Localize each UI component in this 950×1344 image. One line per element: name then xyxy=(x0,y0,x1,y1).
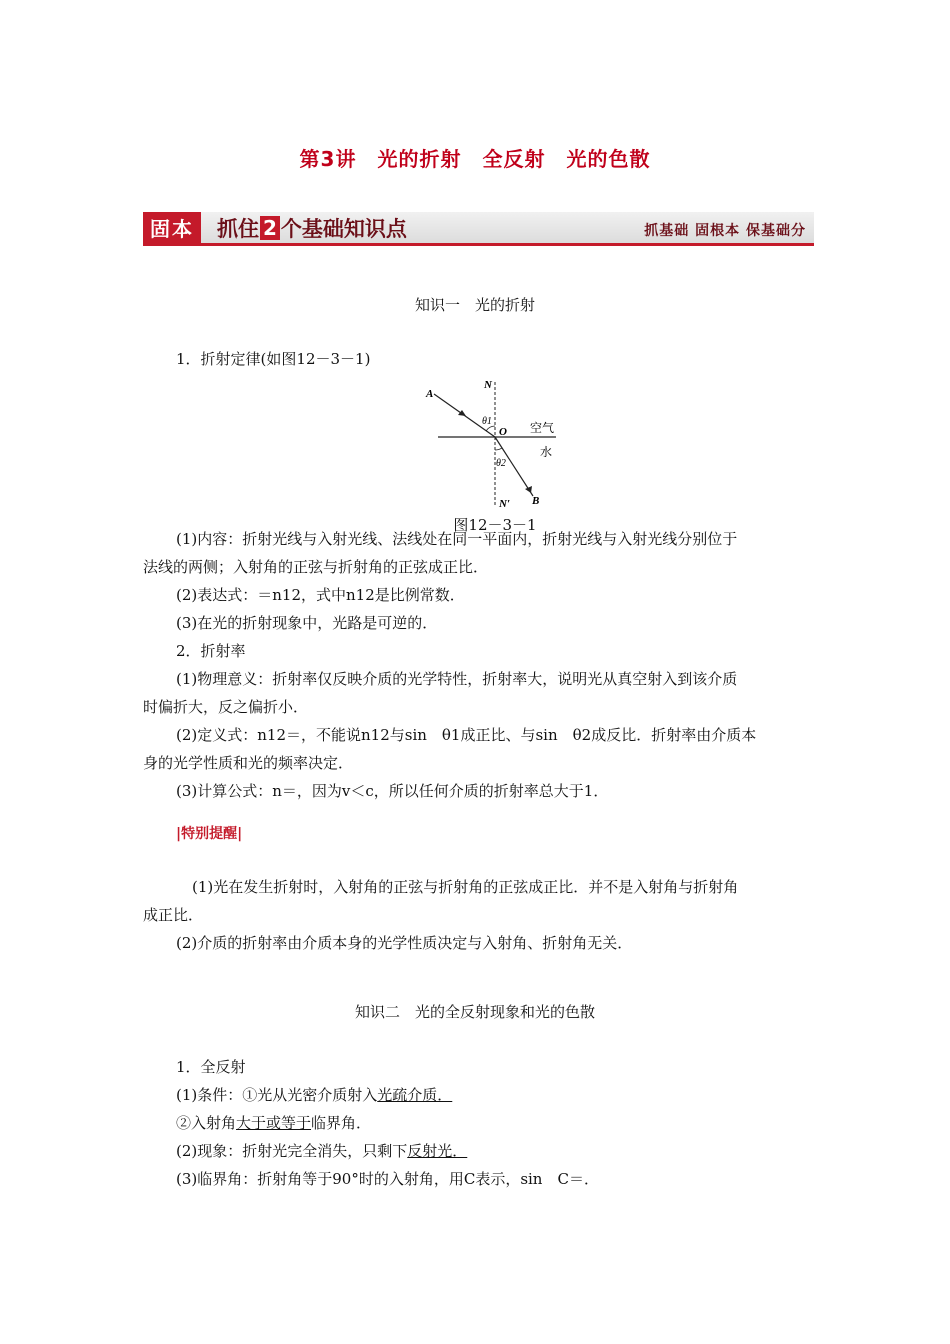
content-p1-line1: (1)内容：折射光线与入射光线、法线处在同一平面内，折射光线与入射光线分别位于 xyxy=(176,530,738,548)
banner-slogan: 抓基础 固根本 保基础分 xyxy=(644,223,806,239)
incident-arrow xyxy=(458,410,466,416)
label-n: N xyxy=(484,379,492,391)
banner-heading-pre: 抓住 xyxy=(217,217,259,241)
banner-heading xyxy=(217,214,407,242)
banner-heading-post: 个基础知识点 xyxy=(280,217,407,241)
condition-2-answer: 大于或等于 xyxy=(236,1114,312,1132)
content-p5-line1: (2)定义式：n12＝，不能说n12与sin θ1成正比、与sin θ2成反比．折射率由介质本 xyxy=(176,726,757,744)
figure-caption: 图12－3－1 xyxy=(453,516,537,534)
reminder-p1-line1: (1)光在发生折射时，入射角的正弦与折射角的正弦成正比．并不是入射角与折射角 xyxy=(192,878,739,896)
banner-heading-number: 2 xyxy=(260,216,280,240)
condition-1-text: (1)条件：①光从光密介质射入 xyxy=(176,1086,378,1104)
refraction-diagram xyxy=(420,374,570,514)
label-water: 水 xyxy=(540,445,553,459)
phenomenon-answer: 反射光． xyxy=(407,1142,468,1160)
section2-heading: 知识二 光的全反射现象和光的色散 xyxy=(354,1003,595,1021)
reminder-label: |特别提醒| xyxy=(176,826,243,842)
content-p6: (3)计算公式：n＝，因为v＜c，所以任何介质的折射率总大于1． xyxy=(176,782,609,800)
reminder-p1-line2: 成正比． xyxy=(143,906,204,924)
condition-2-text: ②入射角 xyxy=(176,1114,237,1132)
page-title: 第3讲 光的折射 全反射 光的色散 xyxy=(299,147,651,171)
content-p4-line2: 时偏折大，反之偏折小． xyxy=(143,698,309,716)
condition-2 xyxy=(176,1112,371,1133)
section-banner xyxy=(143,212,814,246)
refracted-arrow xyxy=(525,486,532,493)
label-a: A xyxy=(426,388,434,400)
item2-title: 2．折射率 xyxy=(176,642,246,660)
reminder-label-text: 特别提醒 xyxy=(181,826,238,842)
condition-2-tail: 临界角． xyxy=(311,1114,372,1132)
banner-tag: 固本 xyxy=(143,212,201,243)
label-o: O xyxy=(499,426,507,438)
critical-angle: (3)临界角：折射角等于90°时的入射角，用C表示，sin C＝． xyxy=(176,1170,599,1188)
section2-item1-title: 1．全反射 xyxy=(176,1058,246,1076)
item1-title: 1．折射定律(如图12－3－1) xyxy=(176,350,371,368)
condition-1-answer: 光疏介质． xyxy=(377,1086,453,1104)
phenomenon-text: (2)现象：折射光完全消失，只剩下 xyxy=(176,1142,408,1160)
content-p5-line2: 身的光学性质和光的频率决定． xyxy=(143,754,354,772)
label-air: 空气 xyxy=(530,421,555,435)
label-theta2: θ2 xyxy=(496,458,506,469)
label-n-prime: N′ xyxy=(499,498,511,510)
reminder-p2: (2)介质的折射率由介质本身的光学性质决定与入射角、折射角无关． xyxy=(176,934,633,952)
content-p2: (2)表达式：＝n12，式中n12是比例常数． xyxy=(176,586,465,604)
content-p1-line2: 法线的两侧；入射角的正弦与折射角的正弦成正比． xyxy=(143,558,489,576)
content-p4-line1: (1)物理意义：折射率仅反映介质的光学特性，折射率大，说明光从真空射入到该介质 xyxy=(176,670,738,688)
content-p3: (3)在光的折射现象中，光路是可逆的． xyxy=(176,614,438,632)
section1-heading: 知识一 光的折射 xyxy=(414,296,535,314)
condition-1 xyxy=(176,1084,452,1105)
label-b: B xyxy=(532,495,540,507)
phenomenon xyxy=(176,1140,467,1161)
label-theta1: θ1 xyxy=(482,416,492,427)
